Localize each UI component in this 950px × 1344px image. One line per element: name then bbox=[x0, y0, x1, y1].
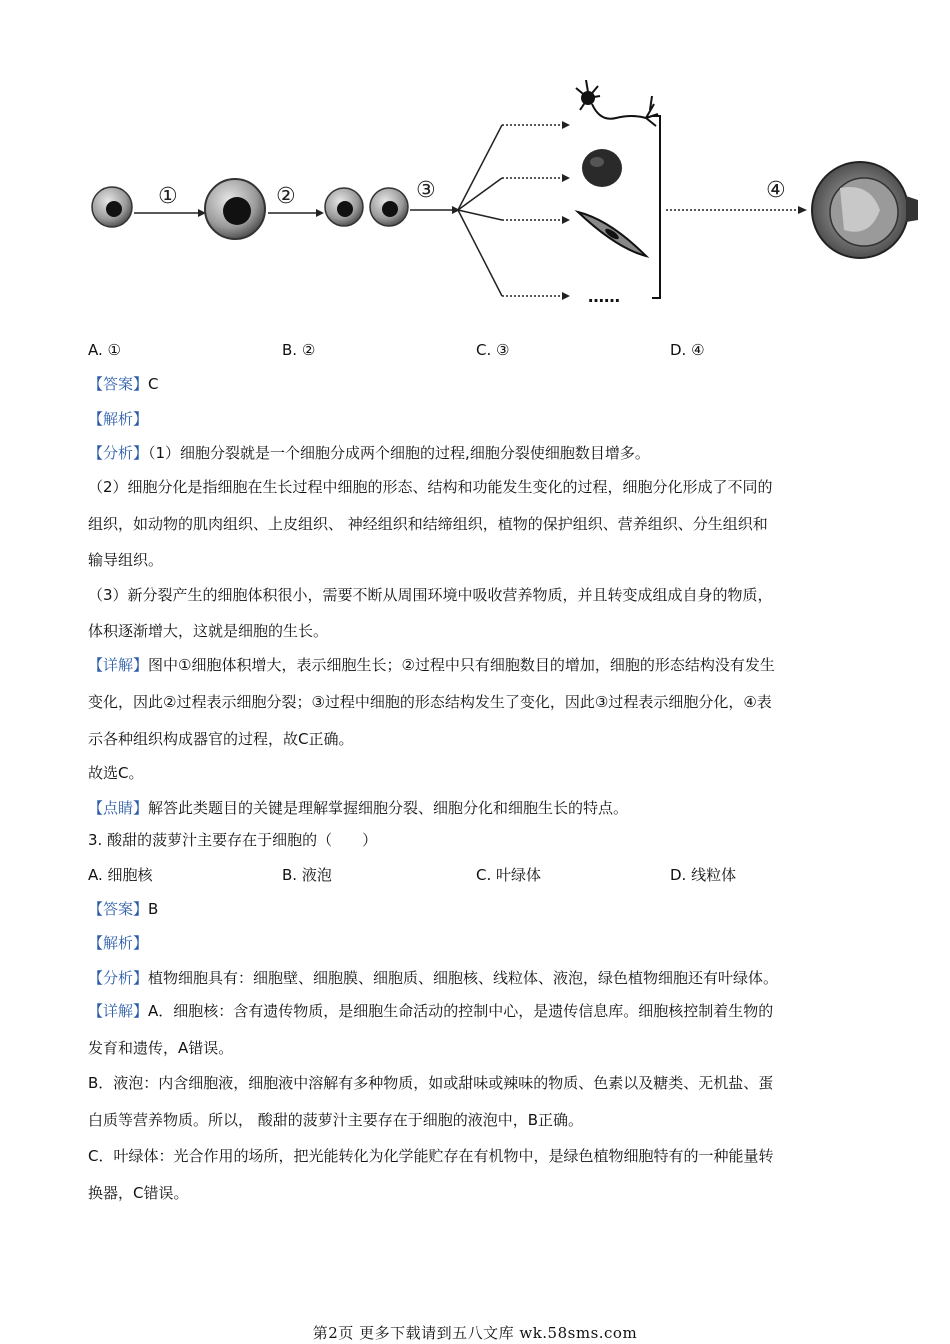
q3-option-d[interactable]: D. 线粒体 bbox=[670, 866, 737, 884]
q2-option-c[interactable]: C. ③ bbox=[476, 341, 510, 359]
q3-line-text: C．叶绿体：光合作用的场所，把光能转化为化学能贮存在有机物中，是绿色植物细胞特有的一种能量转 bbox=[88, 1147, 774, 1165]
cell-process-diagram bbox=[80, 70, 920, 320]
q3-line bbox=[88, 1110, 583, 1130]
q3-line-text: B．液泡：内含细胞液，细胞液中溶解有多种物质，如或甜味或辣味的物质、色素以及糖类、无机盐、蛋 bbox=[88, 1074, 774, 1092]
q3-line-tag: 【详解】 bbox=[88, 1002, 149, 1020]
q2-line-tag: 【详解】 bbox=[88, 656, 149, 674]
q3-analysis-tag: 【解析】 bbox=[88, 934, 149, 952]
q2-answer-tag: 【答案】 bbox=[88, 375, 149, 393]
q2-line-text: 图中①细胞体积增大，表示细胞生长；②过程中只有细胞数目的增加，细胞的形态结构没有发生 bbox=[148, 656, 775, 674]
q3-line bbox=[88, 968, 778, 988]
q3-line bbox=[88, 1146, 773, 1166]
eye-organ bbox=[812, 162, 918, 258]
q3-line bbox=[88, 1001, 773, 1021]
q2-line-tag: 【分析】 bbox=[88, 444, 149, 462]
q3-line-text: 白质等营养物质。所以， 酸甜的菠萝汁主要存在于细胞的液泡中，B正确。 bbox=[88, 1111, 584, 1129]
q2-line bbox=[88, 763, 143, 783]
q3-line-tag: 【分析】 bbox=[88, 969, 149, 987]
divided-cell-b bbox=[370, 188, 408, 226]
q3-line-text: 植物细胞具有：细胞壁、细胞膜、细胞质、细胞核、线粒体、液泡，绿色植物细胞还有叶绿体。 bbox=[148, 969, 779, 987]
muscle-cell bbox=[578, 212, 646, 256]
tissue-cell-round bbox=[582, 149, 622, 187]
q2-option-a[interactable]: A. ① bbox=[88, 341, 121, 359]
q3-option-b[interactable]: B. 液泡 bbox=[282, 866, 332, 884]
large-cell bbox=[205, 179, 265, 239]
step-label-4: ④ bbox=[766, 178, 786, 203]
q2-line-text: 解答此类题目的关键是理解掌握细胞分裂、细胞分化和细胞生长的特点。 bbox=[148, 799, 629, 817]
divided-cell-a bbox=[325, 188, 363, 226]
q3-line-text: 发育和遗传，A错误。 bbox=[88, 1039, 234, 1057]
q2-line-text: 输导组织。 bbox=[88, 551, 164, 569]
q3-line bbox=[88, 1038, 233, 1058]
step-label-3: ③ bbox=[416, 178, 436, 203]
group-bracket bbox=[652, 116, 660, 298]
q3-line-text: A．细胞核：含有遗传物质，是细胞生命活动的控制中心，是遗传信息库。细胞核控制着生物的 bbox=[148, 1002, 774, 1020]
q2-line bbox=[88, 692, 772, 712]
q2-line-text: 组织，如动物的肌肉组织、上皮组织、 神经组织和结缔组织，植物的保护组织、营养组织、分生组织和 bbox=[88, 515, 768, 533]
q3-line bbox=[88, 1183, 188, 1203]
q2-line bbox=[88, 798, 628, 818]
q2-line-text: （1）细胞分裂就是一个细胞分成两个细胞的过程,细胞分裂使细胞数目增多。 bbox=[148, 444, 650, 462]
q2-option-d[interactable]: D. ④ bbox=[670, 341, 705, 359]
q2-answer bbox=[88, 374, 159, 394]
dotted-arrows bbox=[502, 125, 562, 296]
q2-line-text: （2）细胞分化是指细胞在生长过程中细胞的形态、结构和功能发生变化的过程，细胞分化形成了不同的 bbox=[88, 478, 773, 496]
q3-line bbox=[88, 1073, 773, 1093]
step-label-1: ① bbox=[158, 184, 178, 209]
q2-line bbox=[88, 443, 650, 463]
q3-stem: 3. 酸甜的菠萝汁主要存在于细胞的（ ） bbox=[88, 831, 378, 849]
q2-line bbox=[88, 621, 328, 641]
q2-line-text: 示各种组织构成器官的过程，故C正确。 bbox=[88, 730, 354, 748]
q3-answer-tag: 【答案】 bbox=[88, 900, 149, 918]
q2-line bbox=[88, 655, 775, 675]
q2-option-b[interactable]: B. ② bbox=[282, 341, 316, 359]
q2-line-tag: 【点睛】 bbox=[88, 799, 149, 817]
q2-line-text: 体积逐渐增大，这就是细胞的生长。 bbox=[88, 622, 329, 640]
q3-answer bbox=[88, 899, 158, 919]
small-cell bbox=[92, 187, 132, 227]
q2-line-text: 变化，因此②过程表示细胞分裂；③过程中细胞的形态结构发生了变化，因此③过程表示细胞分化，④表 bbox=[88, 693, 772, 711]
q2-line bbox=[88, 585, 773, 605]
more-cells-dots: …… bbox=[588, 287, 620, 306]
neuron-cell bbox=[576, 80, 658, 126]
q3-line-text: 换器，C错误。 bbox=[88, 1184, 189, 1202]
page-footer: 第2页 更多下载请到五八文库 wk.58sms.com bbox=[312, 1324, 638, 1342]
q2-line bbox=[88, 550, 163, 570]
q2-line bbox=[88, 729, 353, 749]
q2-line-text: 故选C。 bbox=[88, 764, 144, 782]
q2-answer-value: C bbox=[148, 375, 159, 393]
q3-option-a[interactable]: A. 细胞核 bbox=[88, 866, 153, 884]
branch-lines bbox=[458, 125, 502, 296]
q3-option-c[interactable]: C. 叶绿体 bbox=[476, 866, 542, 884]
step-label-2: ② bbox=[276, 184, 296, 209]
q2-line bbox=[88, 477, 773, 497]
q2-line bbox=[88, 514, 768, 534]
q2-line-text: （3）新分裂产生的细胞体积很小，需要不断从周围环境中吸收营养物质，并且转变成组成自身的物质， bbox=[88, 586, 773, 604]
q2-analysis-tag: 【解析】 bbox=[88, 410, 149, 428]
q3-answer-value: B bbox=[148, 900, 159, 918]
